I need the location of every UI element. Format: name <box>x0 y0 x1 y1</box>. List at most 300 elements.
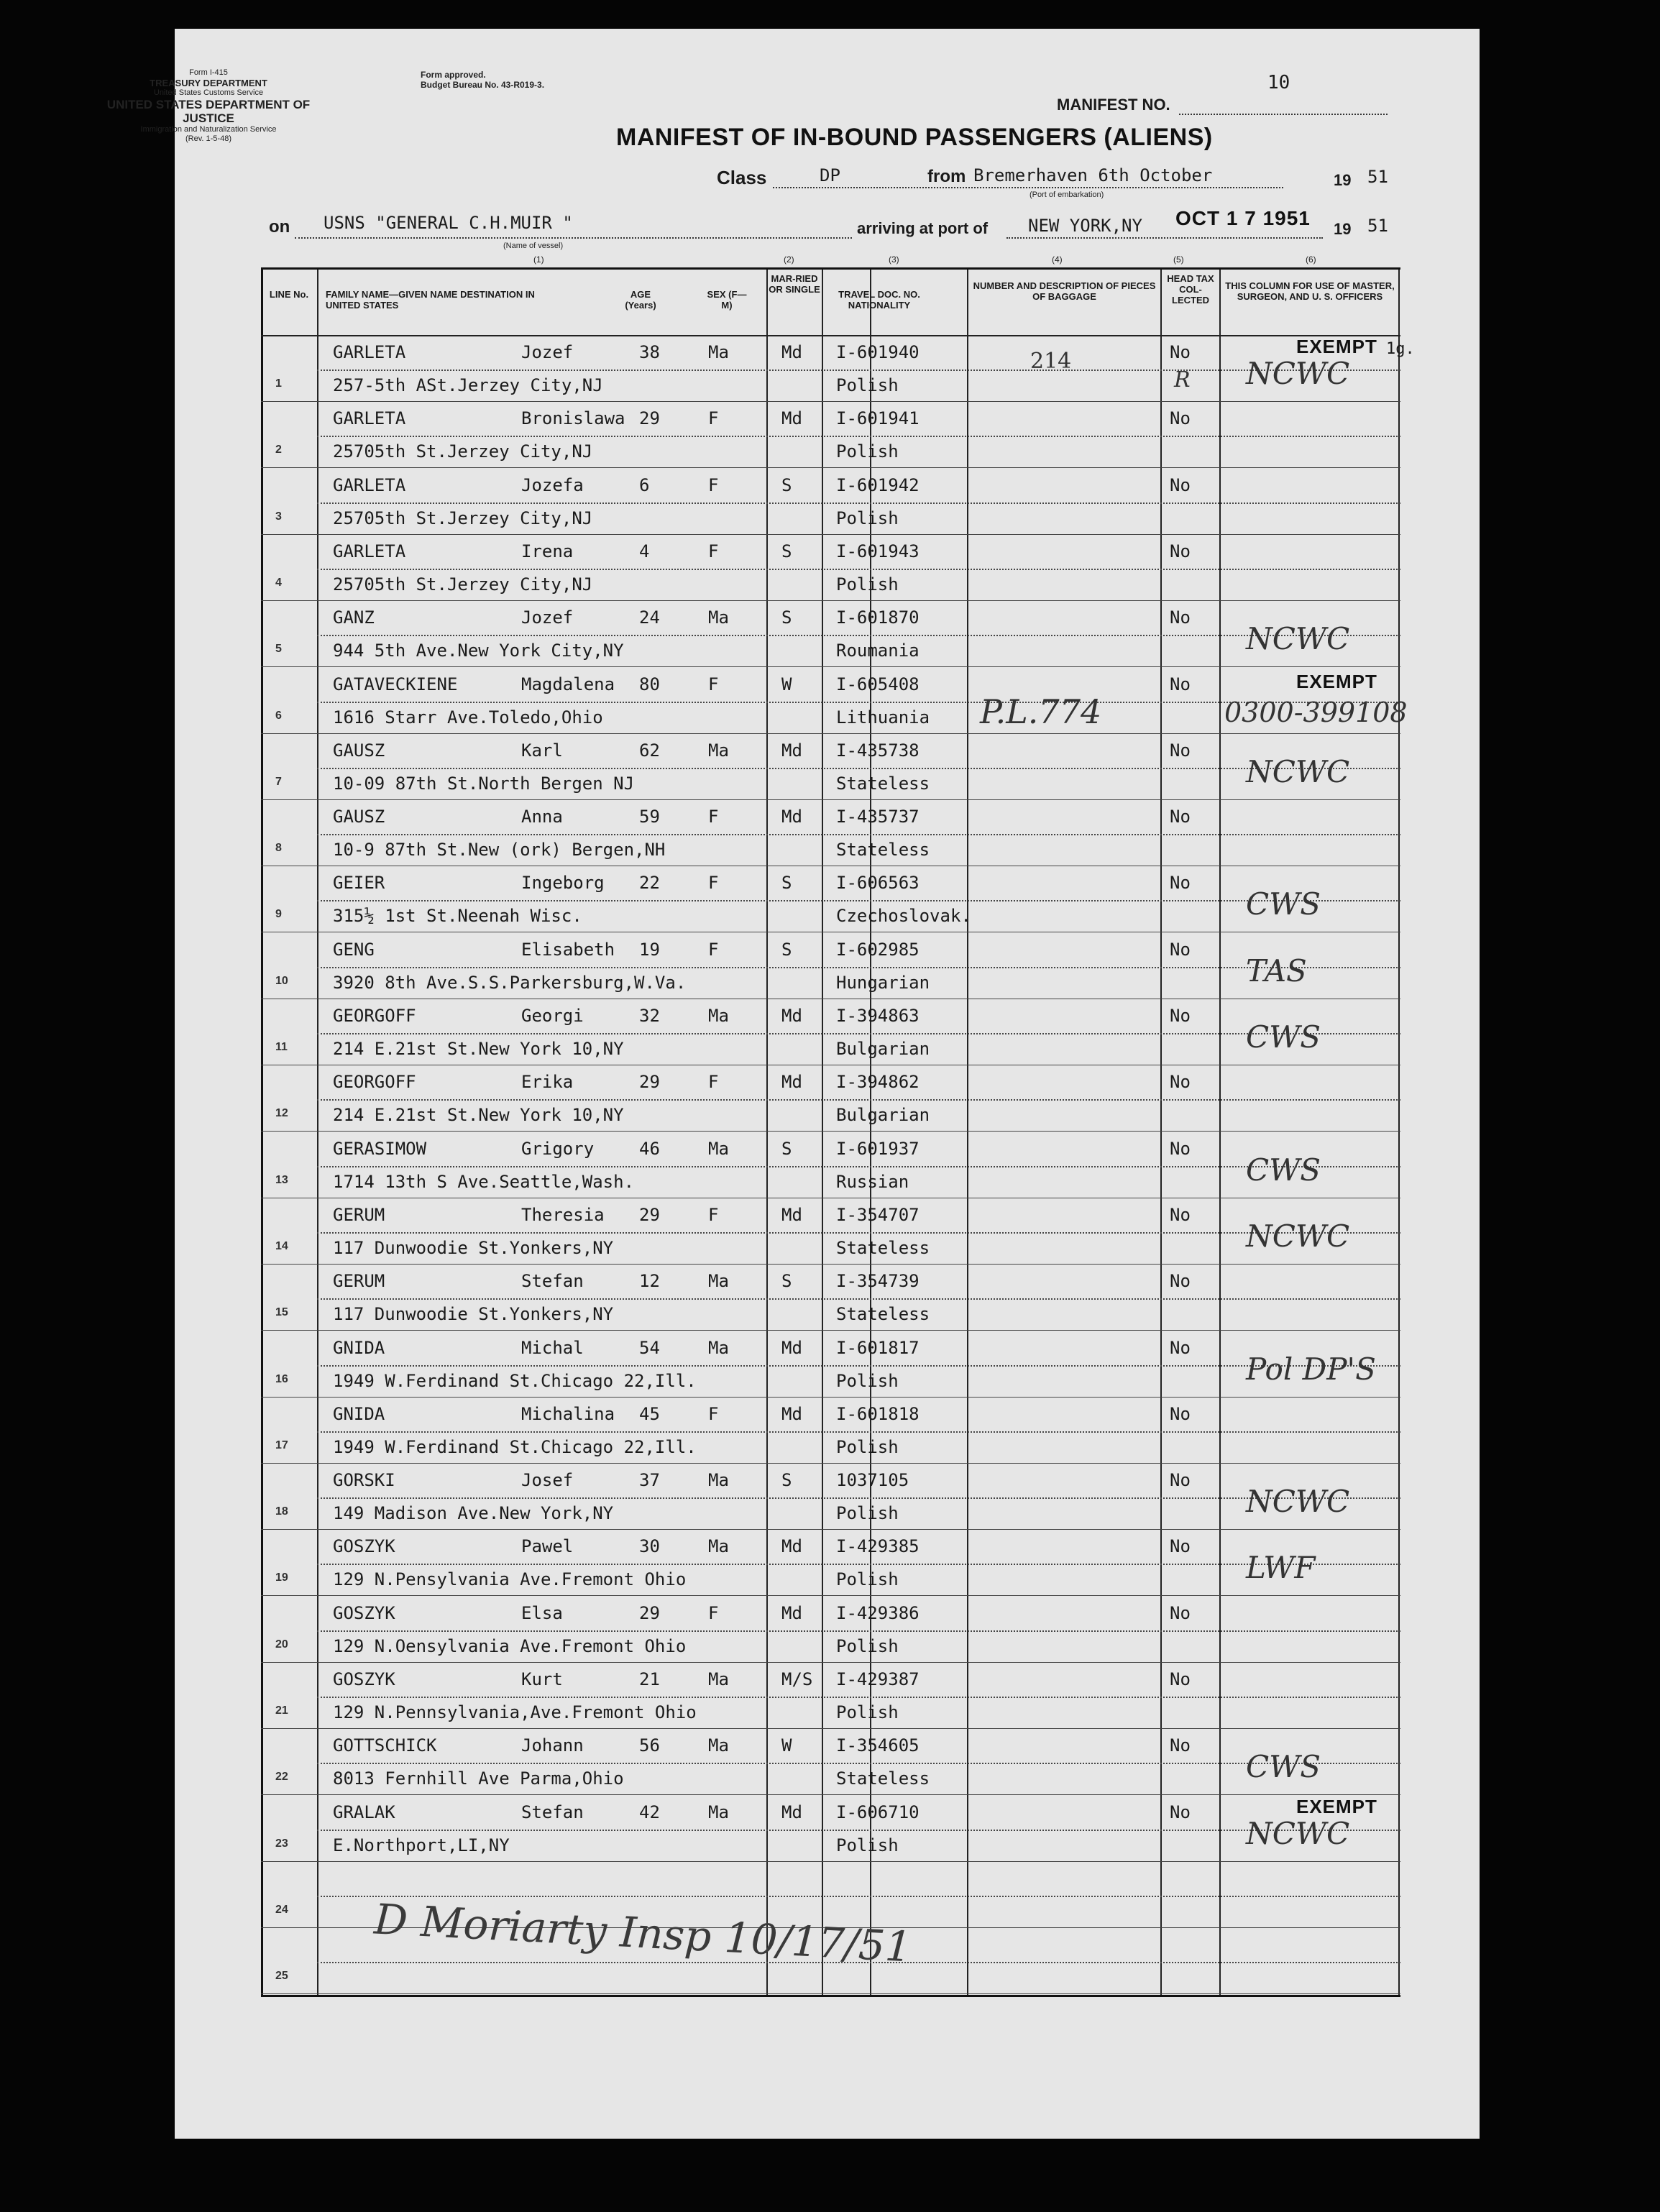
row-mid-rule <box>317 768 1400 769</box>
row-mid-rule <box>317 1298 1400 1300</box>
given-name: Kurt <box>521 1669 563 1689</box>
header-age: AGE (Years) <box>625 289 656 311</box>
family-name: GRALAK <box>333 1802 395 1822</box>
header-officers: THIS COLUMN FOR USE OF MASTER, SURGEON, AND U. S. OFFICERS <box>1225 280 1395 302</box>
marital-status: Md <box>781 342 802 362</box>
stamp-suffix: 1g. <box>1386 340 1415 358</box>
age: 59 <box>639 807 660 827</box>
row-mid-rule <box>317 1497 1400 1499</box>
destination: 315½ 1st St.Neenah Wisc. <box>333 906 582 926</box>
ins-service: Immigration and Naturalization Service <box>140 125 277 134</box>
header-married: MAR-RIED OR SINGLE <box>769 273 820 295</box>
baggage-note: 214 <box>1030 349 1072 374</box>
arrival-date-stamp: OCT 1 7 1951 <box>1175 207 1311 229</box>
travel-doc-no: I-429385 <box>836 1536 920 1556</box>
travel-doc-no: I-606563 <box>836 873 920 893</box>
head-tax: No <box>1170 1404 1191 1424</box>
age: 4 <box>639 541 650 561</box>
table-row <box>261 1796 1400 1862</box>
col-number-1: (1) <box>533 254 544 265</box>
head-tax: No <box>1170 1006 1191 1026</box>
header-head-tax: HEAD TAX COL-LECTED <box>1167 273 1214 306</box>
row-rule <box>261 1794 1400 1795</box>
row-mid-rule <box>317 569 1400 570</box>
officer-remark: LWF <box>1246 1550 1316 1585</box>
line-number: 18 <box>275 1505 288 1518</box>
line-number: 17 <box>275 1439 288 1451</box>
travel-doc-no: I-605408 <box>836 674 920 694</box>
given-name: Ingeborg <box>521 873 605 893</box>
marital-status: Md <box>781 807 802 827</box>
page-title: MANIFEST OF IN-BOUND PASSENGERS (ALIENS) <box>616 124 1213 151</box>
given-name: Michalina <box>521 1404 615 1424</box>
destination: 214 E.21st St.New York 10,NY <box>333 1105 624 1125</box>
table-row <box>261 800 1400 866</box>
row-mid-rule <box>317 834 1400 835</box>
class-label: Class <box>717 167 767 188</box>
sex: Ma <box>708 1139 729 1159</box>
nationality: Polish <box>836 1835 899 1855</box>
family-name: GAUSZ <box>333 807 385 827</box>
form-agency-block <box>90 68 327 144</box>
head-tax: No <box>1170 1205 1191 1225</box>
age: 6 <box>639 475 650 495</box>
sex: F <box>708 408 719 428</box>
table-row <box>261 535 1400 601</box>
sex: Ma <box>708 740 729 761</box>
sex: Ma <box>708 1735 729 1756</box>
sex: F <box>708 1205 719 1225</box>
col-number-2: (2) <box>784 254 794 265</box>
table-row <box>261 336 1415 402</box>
arriving-label: arriving at port of <box>857 219 989 237</box>
line-number: 25 <box>275 1970 288 1982</box>
officer-remark: CWS <box>1246 1019 1321 1055</box>
table-row <box>261 734 1400 800</box>
marital-status: S <box>781 873 792 893</box>
row-rule <box>261 1595 1400 1596</box>
marital-status: M/S <box>781 1669 813 1689</box>
table-row <box>261 1398 1400 1464</box>
head-tax: No <box>1170 807 1191 827</box>
family-name: GERUM <box>333 1205 385 1225</box>
officer-remark: CWS <box>1246 1749 1321 1784</box>
head-tax: No <box>1170 1669 1191 1689</box>
destination: 257-5th ASt.Jerzey City,NJ <box>333 375 603 395</box>
head-tax: No <box>1170 1470 1191 1490</box>
family-name: GERUM <box>333 1271 385 1291</box>
family-name: GARLETA <box>333 475 406 495</box>
nationality: Stateless <box>836 1768 930 1789</box>
given-name: Pawel <box>521 1536 574 1556</box>
line-number: 6 <box>275 710 282 722</box>
travel-doc-no: I-435738 <box>836 740 920 761</box>
destination: 129 N.Oensylvania Ave.Fremont Ohio <box>333 1636 687 1656</box>
table-row <box>261 1729 1400 1795</box>
officer-remark: NCWC <box>1246 1816 1350 1851</box>
customs-service: United States Customs Service <box>153 88 264 97</box>
exempt-stamp: EXEMPT <box>1296 671 1377 692</box>
travel-doc-no: I-602985 <box>836 940 920 960</box>
line-number: 23 <box>275 1837 288 1850</box>
travel-doc-no: I-601870 <box>836 607 920 628</box>
head-tax: No <box>1170 873 1191 893</box>
table-border-bottom <box>261 1995 1400 1997</box>
nationality: Polish <box>836 375 899 395</box>
head-tax: No <box>1170 408 1191 428</box>
department-of-justice: UNITED STATES DEPARTMENT OF JUSTICE <box>106 98 311 125</box>
travel-doc-no: I-606710 <box>836 1802 920 1822</box>
marital-status: Md <box>781 1603 802 1623</box>
head-tax: No <box>1170 1072 1191 1092</box>
given-name: Jozef <box>521 607 574 628</box>
header-sex: SEX (F—M) <box>707 289 747 311</box>
destination: 129 N.Pensylvania Ave.Fremont Ohio <box>333 1569 687 1589</box>
header-line-no: LINE No. <box>269 289 309 300</box>
destination: 149 Madison Ave.New York,NY <box>333 1503 614 1523</box>
table-row <box>261 1198 1400 1265</box>
line-number: 14 <box>275 1240 288 1252</box>
given-name: Jozef <box>521 342 574 362</box>
table-row <box>261 999 1400 1065</box>
head-tax: No <box>1170 940 1191 960</box>
row-mid-rule <box>317 502 1400 504</box>
age: 22 <box>639 873 660 893</box>
given-name: Elisabeth <box>521 940 615 960</box>
line-number: 4 <box>275 577 282 589</box>
nationality: Polish <box>836 574 899 595</box>
col-number-4: (4) <box>1052 254 1063 265</box>
nationality: Polish <box>836 441 899 462</box>
age: 21 <box>639 1669 660 1689</box>
age: 29 <box>639 1603 660 1623</box>
marital-status: Md <box>781 408 802 428</box>
destination: 1949 W.Ferdinand St.Chicago 22,Ill. <box>333 1371 697 1391</box>
table-row <box>261 402 1400 468</box>
port-embarkation-note: (Port of embarkation) <box>1030 191 1104 199</box>
row-mid-rule <box>317 1896 1400 1897</box>
line-number: 21 <box>275 1704 288 1717</box>
sex: Ma <box>708 607 729 628</box>
nationality: Bulgarian <box>836 1039 930 1059</box>
destination: 117 Dunwoodie St.Yonkers,NY <box>333 1304 614 1324</box>
marital-status: Md <box>781 740 802 761</box>
family-name: GARLETA <box>333 541 406 561</box>
nationality: Polish <box>836 1437 899 1457</box>
destination: 10-9 87th St.New (ork) Bergen,NH <box>333 840 666 860</box>
given-name: Grigory <box>521 1139 595 1159</box>
sex: F <box>708 807 719 827</box>
given-name: Stefan <box>521 1271 584 1291</box>
officer-remark: CWS <box>1246 886 1321 922</box>
family-name: GAUSZ <box>333 740 385 761</box>
head-tax-mark: R <box>1174 367 1191 393</box>
age: 80 <box>639 674 660 694</box>
header-baggage: NUMBER AND DESCRIPTION OF PIECES OF BAGGAGE <box>973 280 1156 302</box>
travel-doc-no: I-354739 <box>836 1271 920 1291</box>
row-mid-rule <box>317 1697 1400 1698</box>
head-tax: No <box>1170 1271 1191 1291</box>
sex: F <box>708 475 719 495</box>
destination: 25705th St.Jerzey City,NJ <box>333 508 593 528</box>
destination: 1616 Starr Ave.Toledo,Ohio <box>333 707 603 728</box>
destination: 10-09 87th St.North Bergen NJ <box>333 774 635 794</box>
nationality: Bulgarian <box>836 1105 930 1125</box>
row-mid-rule <box>317 1365 1400 1367</box>
age: 38 <box>639 342 660 362</box>
travel-doc-no: I-601942 <box>836 475 920 495</box>
travel-doc-no: I-601937 <box>836 1139 920 1159</box>
family-name: GNIDA <box>333 1404 385 1424</box>
table-row <box>261 1464 1400 1530</box>
age: 56 <box>639 1735 660 1756</box>
nationality: Polish <box>836 1569 899 1589</box>
destination: 1949 W.Ferdinand St.Chicago 22,Ill. <box>333 1437 697 1457</box>
row-mid-rule <box>317 1033 1400 1034</box>
age: 62 <box>639 740 660 761</box>
nationality: Czechoslovak. <box>836 906 971 926</box>
line-number: 8 <box>275 842 282 854</box>
nationality: Russian <box>836 1172 909 1192</box>
vessel-value: USNS "GENERAL C.H.MUIR " <box>324 213 573 233</box>
line-number: 19 <box>275 1571 288 1584</box>
travel-doc-no: I-601818 <box>836 1404 920 1424</box>
marital-status: S <box>781 1139 792 1159</box>
sex: F <box>708 541 719 561</box>
destination: 1714 13th S Ave.Seattle,Wash. <box>333 1172 635 1192</box>
destination: 117 Dunwoodie St.Yonkers,NY <box>333 1238 614 1258</box>
given-name: Josef <box>521 1470 574 1490</box>
officer-remark: NCWC <box>1246 754 1350 789</box>
sex: Ma <box>708 1536 729 1556</box>
travel-doc-no: 1037105 <box>836 1470 909 1490</box>
vessel-line <box>295 237 852 239</box>
nationality: Lithuania <box>836 707 930 728</box>
form-revision: (Rev. 1-5-48) <box>185 134 231 143</box>
row-rule <box>261 666 1400 667</box>
line-number: 15 <box>275 1306 288 1318</box>
row-mid-rule <box>317 1564 1400 1565</box>
age: 32 <box>639 1006 660 1026</box>
marital-status: S <box>781 1470 792 1490</box>
nationality: Roumania <box>836 641 920 661</box>
header-travel-doc: TRAVEL DOC. NO. NATIONALITY <box>838 289 920 311</box>
row-rule <box>261 1330 1400 1331</box>
line-number: 24 <box>275 1904 288 1916</box>
given-name: Theresia <box>521 1205 605 1225</box>
form-approval-block <box>421 70 544 90</box>
marital-status: Md <box>781 1404 802 1424</box>
row-rule <box>261 1131 1400 1132</box>
class-line <box>773 187 1283 188</box>
nationality: Stateless <box>836 1238 930 1258</box>
given-name: Stefan <box>521 1802 584 1822</box>
from-label: from <box>927 167 966 186</box>
table-row <box>261 1530 1400 1596</box>
treasury-department: TREASURY DEPARTMENT <box>150 78 267 88</box>
row-mid-rule <box>317 900 1400 901</box>
age: 54 <box>639 1338 660 1358</box>
table-row <box>261 933 1400 999</box>
line-number: 7 <box>275 776 282 788</box>
row-mid-rule <box>317 1630 1400 1632</box>
given-name: Magdalena <box>521 674 615 694</box>
age: 30 <box>639 1536 660 1556</box>
table-row <box>261 1265 1400 1331</box>
row-rule <box>261 1993 1400 1994</box>
col-number-5: (5) <box>1173 254 1184 265</box>
destination: 3920 8th Ave.S.S.Parkersburg,W.Va. <box>333 973 687 993</box>
sex: Ma <box>708 1470 729 1490</box>
col-number-6: (6) <box>1306 254 1316 265</box>
nationality: Stateless <box>836 774 930 794</box>
head-tax: No <box>1170 342 1191 362</box>
destination: 214 E.21st St.New York 10,NY <box>333 1039 624 1059</box>
on-label: on <box>269 217 290 237</box>
family-name: GARLETA <box>333 408 406 428</box>
row-mid-rule <box>317 370 1400 371</box>
table-row <box>261 1132 1400 1198</box>
head-tax: No <box>1170 1802 1191 1822</box>
table-row <box>261 1663 1400 1729</box>
given-name: Johann <box>521 1735 584 1756</box>
vessel-note: (Name of vessel) <box>503 242 564 250</box>
baggage-note: P.L.774 <box>980 692 1102 731</box>
exempt-stamp: EXEMPT <box>1296 1796 1377 1817</box>
line-number: 5 <box>275 643 282 655</box>
marital-status: S <box>781 475 792 495</box>
marital-status: Md <box>781 1006 802 1026</box>
family-name: GOTTSCHICK <box>333 1735 437 1756</box>
travel-doc-no: I-601940 <box>836 342 920 362</box>
officer-remark: NCWC <box>1246 1219 1350 1254</box>
head-tax: No <box>1170 1338 1191 1358</box>
row-mid-rule <box>317 1232 1400 1234</box>
manifest-no-label: MANIFEST NO. <box>1057 96 1170 114</box>
destination: 129 N.Pennsylvania,Ave.Fremont Ohio <box>333 1702 697 1722</box>
marital-status: Md <box>781 1072 802 1092</box>
marital-status: Md <box>781 1205 802 1225</box>
sex: Ma <box>708 1271 729 1291</box>
age: 42 <box>639 1802 660 1822</box>
travel-doc-no: I-601817 <box>836 1338 920 1358</box>
table-row <box>261 1065 1400 1132</box>
sex: Ma <box>708 1669 729 1689</box>
sex: F <box>708 1603 719 1623</box>
nationality: Hungarian <box>836 973 930 993</box>
line-number: 2 <box>275 444 282 456</box>
year-prefix: 19 <box>1334 171 1352 189</box>
family-name: GOSZYK <box>333 1603 395 1623</box>
marital-status: Md <box>781 1536 802 1556</box>
sex: F <box>708 1072 719 1092</box>
age: 29 <box>639 1072 660 1092</box>
class-value: DP <box>820 165 840 185</box>
row-mid-rule <box>317 1830 1400 1831</box>
given-name: Irena <box>521 541 574 561</box>
marital-status: Md <box>781 1338 802 1358</box>
travel-doc-no: I-601941 <box>836 408 920 428</box>
marital-status: S <box>781 1271 792 1291</box>
exempt-stamp: EXEMPT <box>1296 336 1377 357</box>
table-row <box>261 601 1400 667</box>
family-name: GNIDA <box>333 1338 385 1358</box>
travel-doc-no: I-354707 <box>836 1205 920 1225</box>
destination: 25705th St.Jerzey City,NJ <box>333 441 593 462</box>
nationality: Polish <box>836 1636 899 1656</box>
line-number: 1 <box>275 377 282 390</box>
marital-status: Md <box>781 1802 802 1822</box>
sex: Ma <box>708 1802 729 1822</box>
family-name: GATAVECKIENE <box>333 674 458 694</box>
nationality: Polish <box>836 1702 899 1722</box>
from-value: Bremerhaven 6th October <box>973 165 1213 185</box>
table-row <box>261 866 1400 932</box>
sex: F <box>708 940 719 960</box>
travel-doc-no: I-394863 <box>836 1006 920 1026</box>
inspector-signature: D Moriarty Insp 10/17/51 <box>372 1894 913 1972</box>
form-number: Form I-415 <box>189 68 228 77</box>
nationality: Polish <box>836 1371 899 1391</box>
row-mid-rule <box>317 1099 1400 1101</box>
given-name: Erika <box>521 1072 574 1092</box>
travel-doc-no: I-429386 <box>836 1603 920 1623</box>
sex: F <box>708 674 719 694</box>
sex: F <box>708 1404 719 1424</box>
line-number: 16 <box>275 1373 288 1385</box>
year2-value: 51 <box>1367 216 1388 236</box>
travel-doc-no: I-601943 <box>836 541 920 561</box>
table-row <box>261 1331 1400 1398</box>
row-mid-rule <box>317 1431 1400 1433</box>
line-number: 22 <box>275 1771 288 1783</box>
travel-doc-no: I-354605 <box>836 1735 920 1756</box>
age: 19 <box>639 940 660 960</box>
table-row <box>261 469 1400 535</box>
table-row <box>261 1597 1400 1663</box>
arriving-value: NEW YORK,NY <box>1028 216 1142 236</box>
sex: Ma <box>708 342 729 362</box>
officer-remark: TAS <box>1246 953 1307 988</box>
row-mid-rule <box>317 1166 1400 1167</box>
destination: E.Northport,LI,NY <box>333 1835 510 1855</box>
budget-bureau: Budget Bureau No. 43-R019-3. <box>421 80 545 90</box>
given-name: Michal <box>521 1338 584 1358</box>
sex: Ma <box>708 1338 729 1358</box>
family-name: GERASIMOW <box>333 1139 427 1159</box>
head-tax: No <box>1170 674 1191 694</box>
page-number: 10 <box>1267 72 1290 93</box>
officer-remark: NCWC <box>1246 1484 1350 1519</box>
row-mid-rule <box>317 436 1400 437</box>
line-number: 13 <box>275 1174 288 1186</box>
destination: 8013 Fernhill Ave Parma,Ohio <box>333 1768 624 1789</box>
family-name: GARLETA <box>333 342 406 362</box>
given-name: Georgi <box>521 1006 584 1026</box>
marital-status: W <box>781 1735 792 1756</box>
age: 37 <box>639 1470 660 1490</box>
form-approved: Form approved. <box>421 70 486 80</box>
sex: F <box>708 873 719 893</box>
row-mid-rule <box>317 1763 1400 1764</box>
nationality: Stateless <box>836 840 930 860</box>
age: 12 <box>639 1271 660 1291</box>
line-number: 9 <box>275 908 282 920</box>
head-tax: No <box>1170 1536 1191 1556</box>
line-number: 20 <box>275 1638 288 1651</box>
marital-status: S <box>781 607 792 628</box>
age: 29 <box>639 408 660 428</box>
